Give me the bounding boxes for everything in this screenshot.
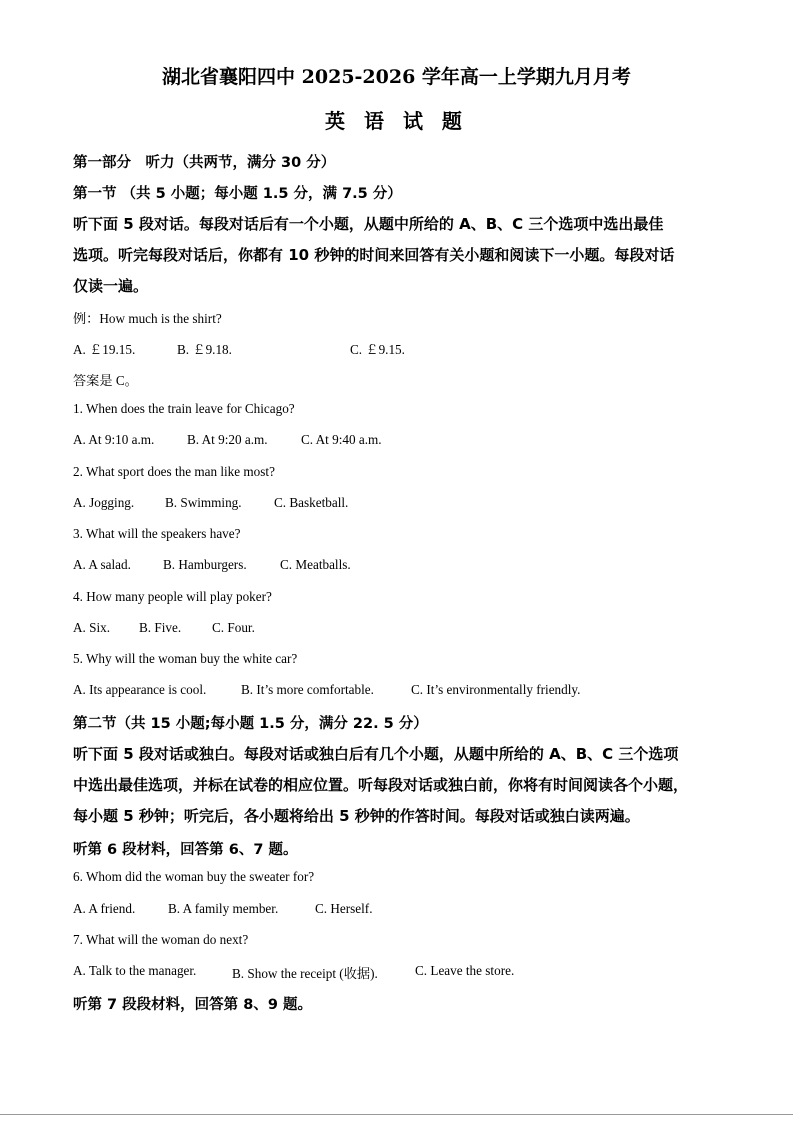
question-7-option-c: C. Leave the store.: [415, 963, 515, 978]
material-6-heading: 听第 6 段材料，回答第 6、7 题。: [73, 842, 298, 858]
section1-instruction-line: 听下面 5 段对话。每段对话后有一个小题，从题中所给的 A、B、C 三个选项中选出最佳: [73, 215, 664, 233]
question-7: 7. What will the woman do next?: [73, 932, 249, 947]
question-4-option-a: A. Six.: [73, 620, 111, 635]
part1-heading: 第一部分 听力（共两节，满分 30 分）: [73, 155, 336, 171]
exam-title: 湖北省襄阳四中 2025-2026 学年高一上学期九月月考: [162, 66, 631, 88]
question-7-option-a: A. Talk to the manager.: [73, 963, 197, 978]
question-1-option-b: B. At 9:20 a.m.: [187, 432, 268, 447]
question-7-option-b: B. Show the receipt (收据).: [232, 966, 378, 981]
question-1-option-a: A. At 9:10 a.m.: [73, 432, 155, 447]
exam-subtitle: 英 语 试 题: [325, 109, 468, 133]
question-6-option-a: A. A friend.: [73, 901, 136, 916]
question-5: 5. Why will the woman buy the white car?: [73, 651, 298, 666]
question-5-option-a: A. Its appearance is cool.: [73, 682, 207, 697]
question-4: 4. How many people will play poker?: [73, 589, 272, 604]
section2-instruction-line: 中选出最佳选项，并标在试卷的相应位置。听每段对话或独白前，你将有时间阅读各个小题，: [73, 776, 689, 794]
material-7-heading: 听第 7 段段材料，回答第 8、9 题。: [73, 997, 312, 1013]
section1-instruction-line: 选项。听完每段对话后，你都有 10 秒钟的时间来回答有关小题和阅读下一小题。每段对话: [73, 246, 675, 264]
question-6: 6. Whom did the woman buy the sweater for?: [73, 869, 315, 884]
question-6-option-b: B. A family member.: [168, 901, 279, 916]
example-option-b: B. ￡9.18.: [177, 342, 232, 357]
question-1: 1. When does the train leave for Chicago?: [73, 401, 295, 416]
example-question: 例：How much is the shirt?: [73, 311, 222, 326]
question-2-option-c: C. Basketball.: [274, 495, 349, 510]
section1-instruction-line: 仅读一遍。: [73, 277, 149, 295]
section1-heading: 第一节 （共 5 小题；每小题 1.5 分，满 7.5 分）: [73, 186, 402, 202]
example-option-c: C. ￡9.15.: [350, 342, 405, 357]
question-1-option-c: C. At 9:40 a.m.: [301, 432, 382, 447]
question-4-option-c: C. Four.: [212, 620, 255, 635]
question-5-option-b: B. It’s more comfortable.: [241, 682, 374, 697]
question-2-option-a: A. Jogging.: [73, 495, 135, 510]
example-option-a: A. ￡19.15.: [73, 342, 136, 357]
page-bottom-divider: [0, 1114, 793, 1115]
question-3-option-b: B. Hamburgers.: [163, 557, 247, 572]
question-2: 2. What sport does the man like most?: [73, 464, 275, 479]
section2-instruction-line: 每小题 5 秒钟；听完后，各小题将给出 5 秒钟的作答时间。每段对话或独白读两遍。: [73, 807, 640, 825]
question-5-option-c: C. It’s environmentally friendly.: [411, 682, 581, 697]
question-3-option-c: C. Meatballs.: [280, 557, 351, 572]
section2-instruction-line: 听下面 5 段对话或独白。每段对话或独白后有几个小题，从题中所给的 A、B、C 三个选项: [73, 745, 679, 763]
question-3: 3. What will the speakers have?: [73, 526, 241, 541]
question-4-option-b: B. Five.: [139, 620, 182, 635]
question-2-option-b: B. Swimming.: [165, 495, 242, 510]
section2-heading: 第二节（共 15 小题;每小题 1.5 分，满分 22. 5 分）: [73, 716, 428, 732]
question-6-option-c: C. Herself.: [315, 901, 373, 916]
question-3-option-a: A. A salad.: [73, 557, 131, 572]
example-answer: 答案是 C。: [73, 373, 138, 388]
